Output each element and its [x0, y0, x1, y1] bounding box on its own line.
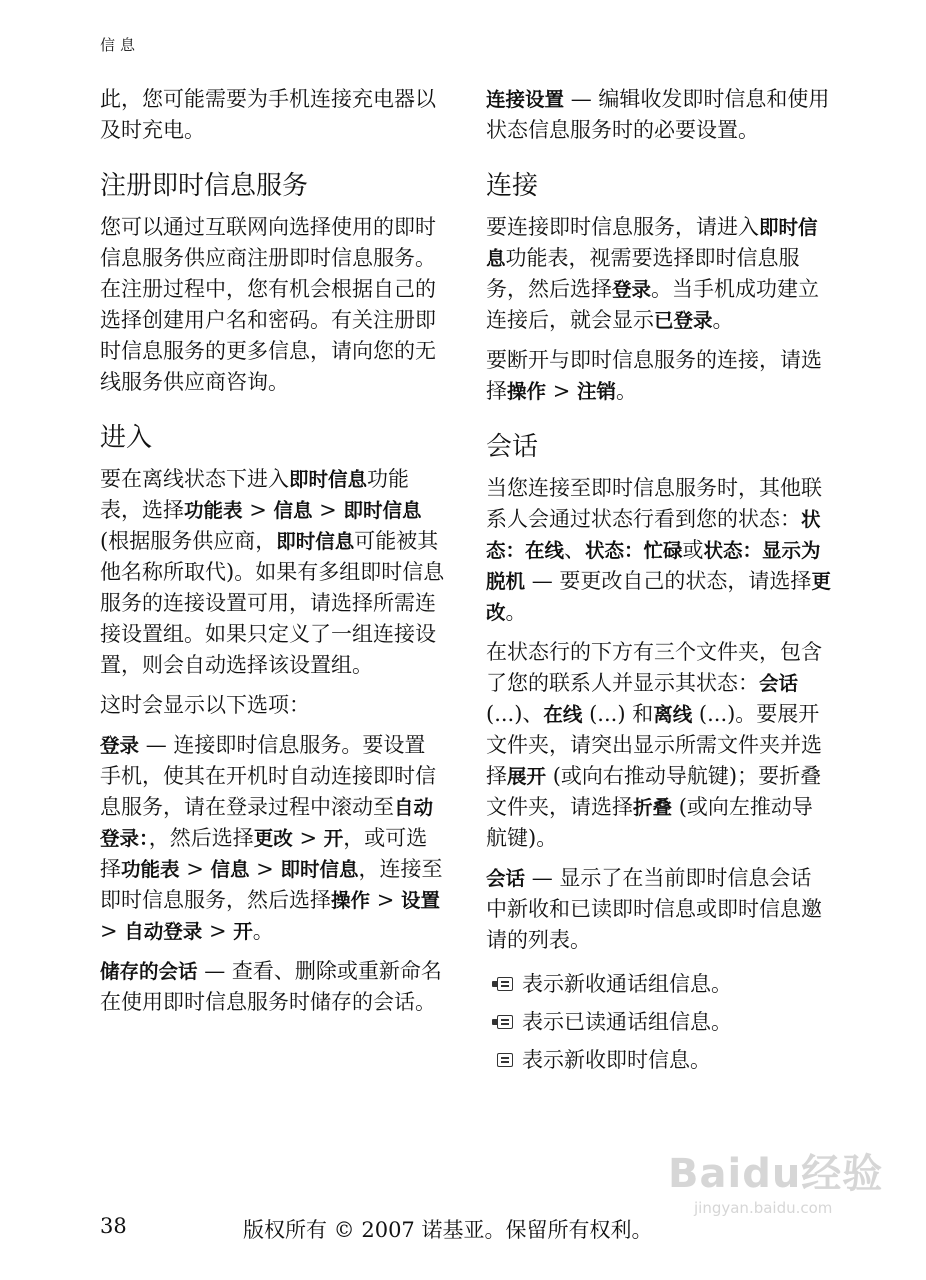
heading-enter: 进入 [100, 423, 153, 453]
heading-session: 会话 [486, 432, 539, 462]
login-option: 登录 — 连接即时信息服务。要设置手机，使其在开机时自动连接即时信息服务，请在登录过程中滚动至自动登录：，然后选择更改 > 开，或可选择功能表 > 信息 > 即时信息，连接至即时信息服务，然后选择操作 > 设置 > 自动登录 > 开。 [100, 733, 443, 943]
icon-legend-item: 表示已读通话组信息。 [486, 1003, 831, 1041]
icon-legend-item: 表示新收通话组信息。 [486, 965, 831, 1003]
heading-connect: 连接 [486, 171, 539, 201]
connection-settings-option: 连接设置 — 编辑收发即时信息和使用状态信息服务时的必要设置。 [486, 87, 830, 142]
section-header: 信息 [100, 36, 141, 54]
new-instant-message-icon [492, 1052, 514, 1068]
watermark-url: jingyan.baidu.com [694, 1199, 833, 1217]
enter-paragraph: 要在离线状态下进入即时信息功能表，选择功能表 > 信息 > 即时信息 (根据服务供应商，即时信息可能被其他名称所取代)。如果有多组即时信息服务的连接设置可用，请选择所需连接设置组。如果只定义了一组连接设置，则会自动选择该设置组。 [100, 467, 445, 677]
icon-legend-item: 表示新收即时信息。 [486, 1041, 831, 1079]
register-paragraph: 您可以通过互联网向选择使用的即时信息服务供应商注册即时信息服务。在注册过程中，您有机会根据自己的选择创建用户名和密码。有关注册即时信息服务的更多信息，请向您的无线服务供应商咨询。 [100, 215, 436, 394]
new-group-message-icon [492, 976, 514, 992]
saved-sessions-option: 储存的会话 — 查看、删除或重新命名在使用即时信息服务时储存的会话。 [100, 959, 442, 1014]
copyright-notice: 版权所有 © 2007 诺基亚。保留所有权利。 [243, 1218, 653, 1242]
status-paragraph: 当您连接至即时信息服务时，其他联系人会通过状态行看到您的状态：状态：在线、状态：忙碌或状态：显示为脱机 — 要更改自己的状态，请选择更改。 [486, 476, 831, 624]
page-number: 38 [100, 1214, 127, 1238]
options-intro: 这时会显示以下选项： [100, 693, 310, 717]
watermark-logo: Baidu经验 [668, 1151, 884, 1197]
disconnect-paragraph: 要断开与即时信息服务的连接，请选择操作 > 注销。 [486, 348, 822, 403]
folders-paragraph: 在状态行的下方有三个文件夹，包含了您的联系人并显示其状态：会话 (...)、在线 (...) 和离线 (...)。要展开文件夹，请突出显示所需文件夹并选择展开 (或向右推动导航键)；要折叠文件夹，请选择折叠 (或向左推动导航键)。 [486, 640, 822, 850]
intro-paragraph: 此，您可能需要为手机连接充电器以及时充电。 [100, 87, 436, 142]
sessions-option: 会话 — 显示了在当前即时信息会话中新收和已读即时信息或即时信息邀请的列表。 [486, 866, 822, 952]
right-column [486, 84, 831, 1079]
connect-paragraph: 要连接即时信息服务，请进入即时信息功能表，视需要选择即时信息服务，然后选择登录。当手机成功建立连接后，就会显示已登录。 [486, 215, 820, 332]
read-group-message-icon [492, 1014, 514, 1030]
heading-register: 注册即时信息服务 [100, 171, 309, 201]
baidu-watermark [668, 1142, 883, 1217]
left-column [100, 84, 445, 1027]
